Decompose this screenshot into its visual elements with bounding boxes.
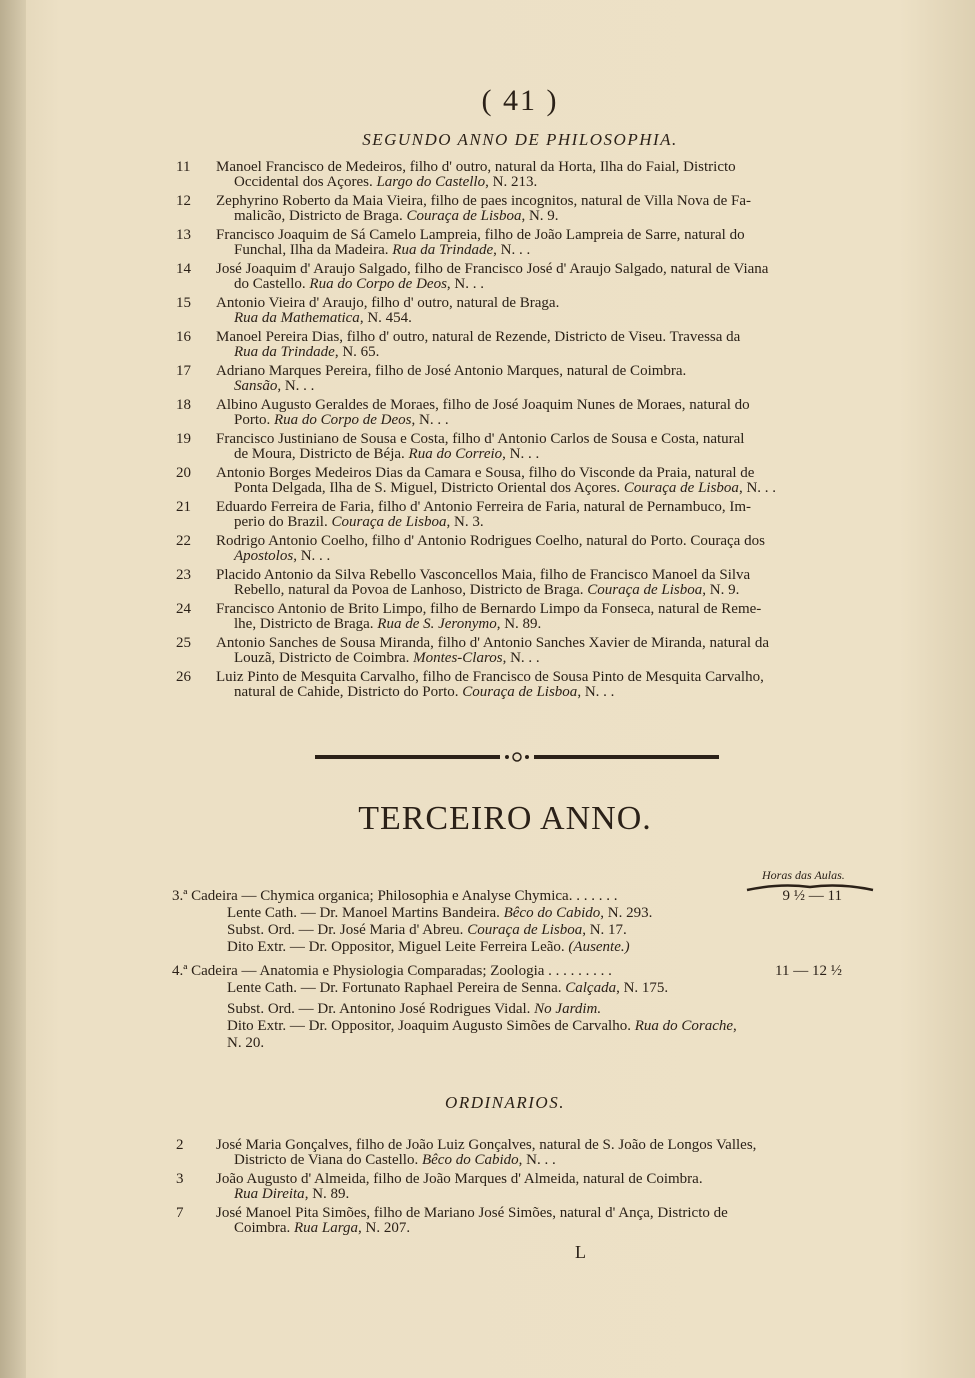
- entry-number: 21: [176, 499, 191, 515]
- entry-text: Placido Antonio da Silva Rebello Vasconcellos Maia, filho de Francisco Manoel da Silva Rebello, natural da Povoa de Lanhoso, Districto de Braga. Couraça de Lisboa, N. 9.: [216, 567, 751, 598]
- class-hours: 9 ½ — 11: [782, 888, 842, 904]
- entry-address: Rua do Corpo de Deos: [309, 276, 447, 292]
- entry-address: Sansão: [234, 378, 278, 394]
- student-entry: [176, 1206, 876, 1236]
- class-hours: 11 — 12 ½: [775, 963, 842, 979]
- entry-number: 25: [176, 635, 191, 651]
- entry-number: 13: [176, 227, 191, 243]
- book-gutter: [0, 0, 26, 1378]
- section-title-ordinarios: ORDINARIOS.: [445, 1093, 565, 1112]
- entry-address: Rua da Mathematica: [234, 310, 360, 326]
- student-entry: [176, 364, 876, 394]
- entry-number: 18: [176, 397, 191, 413]
- entry-number: 14: [176, 261, 191, 277]
- entry-number: 17: [176, 363, 191, 379]
- entry-address: Rua da Trindade: [392, 242, 494, 258]
- page-number: ( 41 ): [481, 84, 559, 117]
- student-entry: [176, 1138, 876, 1168]
- hours-column-label: Horas das Aulas.: [762, 868, 845, 882]
- lente-line: Lente Cath. — Dr. Manoel Martins Bandeira. Bêco do Cabido, N. 293.: [227, 905, 653, 921]
- entry-number: 2: [176, 1137, 184, 1153]
- entry-number: 15: [176, 295, 191, 311]
- entry-address: Couraça de Lisboa: [406, 208, 522, 224]
- student-list-ordinarios: [176, 1138, 876, 1240]
- entry-number: 3: [176, 1171, 184, 1187]
- cadeira-heading: 4.ª Cadeira — Anatomia e Physiologia Comparadas; Zoologia . . . . . . . . . 11 — 12 ½: [172, 963, 842, 979]
- lente-line: Lente Cath. — Dr. Fortunato Raphael Pereira de Senna. Calçada, N. 175.: [227, 980, 669, 996]
- entry-address: Rua da Trindade: [234, 344, 335, 360]
- entry-address: Rua Direita: [234, 1186, 305, 1202]
- student-entry: [176, 1172, 876, 1202]
- entry-number: 7: [176, 1205, 184, 1221]
- student-entry: [176, 466, 876, 496]
- student-entry: [176, 534, 876, 564]
- student-entry: [176, 194, 876, 224]
- section-title-terceiro-anno: TERCEIRO ANNO.: [358, 800, 652, 837]
- entry-text: Antonio Borges Medeiros Dias da Camara e Sousa, filho do Visconde da Praia, natural de Ponta Delgada, Ilha de S. Miguel, Districto Oriental dos Açores. Couraça de Lisboa, N. . .: [216, 465, 777, 496]
- entry-text: José Joaquim d' Araujo Salgado, filho de Francisco José d' Araujo Salgado, natural de Viana do Castello. Rua do Corpo de Deos, N. . .: [216, 261, 769, 292]
- entry-text: Rodrigo Antonio Coelho, filho d' Antonio Rodrigues Coelho, natural do Porto. Couraça dos Apostolos, N. . .: [216, 533, 765, 564]
- student-entry: [176, 296, 876, 326]
- entry-number: 22: [176, 533, 191, 549]
- entry-text: José Maria Gonçalves, filho de João Luiz Gonçalves, natural de S. João de Longos Valles, Districto de Viana do Castello. Bêco do Cabido, N. . .: [216, 1137, 757, 1168]
- entry-text: Antonio Vieira d' Araujo, filho d' outro, natural de Braga. Rua da Mathematica, N. 454.: [216, 295, 560, 326]
- entry-address: Rua do Correio: [408, 446, 503, 462]
- subst-line: Subst. Ord. — Dr. José Maria d' Abreu. Couraça de Lisboa, N. 17.: [227, 922, 627, 938]
- entry-text: Francisco Joaquim de Sá Camelo Lampreia, filho de João Lampreia de Sarre, natural do Funchal, Ilha da Madeira. Rua da Trindade, N. . .: [216, 227, 745, 258]
- student-entry: [176, 568, 876, 598]
- cadeira-3: [172, 888, 872, 956]
- entry-text: Eduardo Ferreira de Faria, filho d' Antonio Ferreira de Faria, natural de Pernambuco, Im- perio do Brazil. Couraça de Lisboa, N. 3.: [216, 499, 752, 530]
- student-entry: [176, 432, 876, 462]
- entry-text: Adriano Marques Pereira, filho de José Antonio Marques, natural de Coimbra. Sansão, N. . .: [216, 363, 687, 394]
- entry-address: Couraça de Lisboa: [623, 480, 739, 496]
- entry-address: Couraça de Lisboa: [462, 684, 578, 700]
- student-entry: [176, 602, 876, 632]
- dito-line: Dito Extr. — Dr. Oppositor, Miguel Leite Ferreira Leão. (Ausente.): [227, 939, 630, 955]
- entry-number: 26: [176, 669, 191, 685]
- entry-text: Manoel Francisco de Medeiros, filho d' outro, natural da Horta, Ilha do Faial, Districto Occidental dos Açores. Largo do Castello, N. 213.: [216, 159, 736, 190]
- signature-mark: L: [575, 1242, 586, 1262]
- cadeira-heading: 3.ª Cadeira — Chymica organica; Philosophia e Analyse Chymica. . . . . . . 9 ½ — 11: [172, 888, 842, 904]
- entry-address: Largo do Castello: [376, 174, 486, 190]
- entry-text: Antonio Sanches de Sousa Miranda, filho d' Antonio Sanches Xavier de Miranda, natural da Louzã, Districto de Coimbra. Montes-Claros, N. . .: [216, 635, 769, 666]
- entry-text: Zephyrino Roberto da Maia Vieira, filho de paes incognitos, natural de Villa Nova de Fa- malicão, Districto de Braga. Couraça de Lisboa, N. 9.: [216, 193, 751, 224]
- entry-number: 20: [176, 465, 191, 481]
- entry-address: Apostolos: [234, 548, 294, 564]
- student-entry: [176, 330, 876, 360]
- student-entry: [176, 398, 876, 428]
- entry-text: João Augusto d' Almeida, filho de João Marques d' Almeida, natural de Coimbra. Rua Direita, N. 89.: [216, 1171, 703, 1202]
- dito-line: Dito Extr. — Dr. Oppositor, Joaquim Augusto Simões de Carvalho. Rua do Corache, N. 20.: [227, 1018, 737, 1051]
- entry-text: Francisco Justiniano de Sousa e Costa, filho d' Antonio Carlos de Sousa e Costa, natural de Moura, Districto de Béja. Rua do Correio, N. . .: [216, 431, 745, 462]
- student-list-segundo-anno: [176, 160, 876, 704]
- entry-number: 12: [176, 193, 191, 209]
- entry-text: Albino Augusto Geraldes de Moraes, filho de José Joaquim Nunes de Moraes, natural do Porto. Rua do Corpo de Deos, N. . .: [216, 397, 750, 428]
- entry-address: Rua do Corpo de Deos: [274, 412, 412, 428]
- subst-line: Subst. Ord. — Dr. Antonino José Rodrigues Vidal. No Jardim.: [227, 1001, 602, 1017]
- student-entry: [176, 500, 876, 530]
- entry-address: Rua de S. Jeronymo: [377, 616, 497, 632]
- entry-address: Couraça de Lisboa: [331, 514, 447, 530]
- entry-address: Montes-Claros: [413, 650, 503, 666]
- ornamental-divider: [315, 752, 719, 762]
- entry-number: 19: [176, 431, 191, 447]
- entry-number: 11: [176, 159, 191, 175]
- student-entry: [176, 228, 876, 258]
- entry-address: Couraça de Lisboa: [587, 582, 703, 598]
- entry-text: Francisco Antonio de Brito Limpo, filho de Bernardo Limpo da Fonseca, natural de Reme- lhe, Districto de Braga. Rua de S. Jeronymo, N. 89.: [216, 601, 762, 632]
- cadeira-4: [172, 963, 872, 1052]
- section-title-segundo-anno: SEGUNDO ANNO DE PHILOSOPHIA.: [362, 130, 678, 149]
- entry-text: Manoel Pereira Dias, filho d' outro, natural de Rezende, Districto de Viseu. Travessa da Rua da Trindade, N. 65.: [216, 329, 741, 360]
- entry-address: Rua Larga: [294, 1220, 359, 1236]
- entry-address: Bêco do Cabido: [421, 1152, 519, 1168]
- entry-number: 23: [176, 567, 191, 583]
- entry-text: Luiz Pinto de Mesquita Carvalho, filho de Francisco de Sousa Pinto de Mesquita Carvalho, natural de Cahide, Districto do Porto. Couraça de Lisboa, N. . .: [216, 669, 764, 700]
- entry-text: José Manoel Pita Simões, filho de Mariano José Simões, natural d' Ança, Districto de Coimbra. Rua Larga, N. 207.: [216, 1205, 728, 1236]
- student-entry: [176, 670, 876, 700]
- entry-number: 16: [176, 329, 191, 345]
- student-entry: [176, 636, 876, 666]
- student-entry: [176, 262, 876, 292]
- entry-number: 24: [176, 601, 191, 617]
- student-entry: [176, 160, 876, 190]
